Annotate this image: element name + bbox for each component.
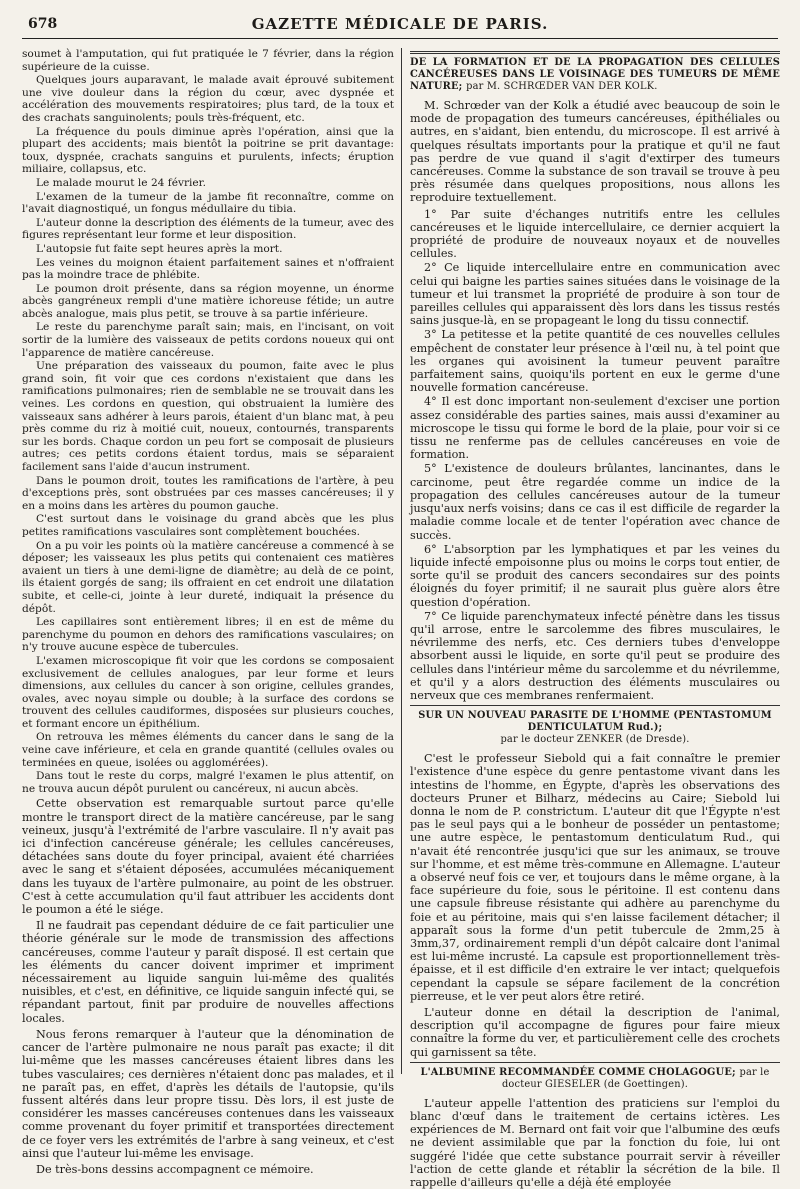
section-heading: SUR UN NOUVEAU PARASITE DE L'HOMME (PENTASTOMUM DENTICULATUM Rud.); bbox=[418, 710, 772, 734]
paragraph: L'auteur appelle l'attention des praticiens sur l'emploi du blanc d'œuf dans le traitement de certains ictères. Les expériences de M. Bernard ont fait voir que l'albumine des œufs ne devient assimilable que par la fonction du foie, lui ont suggéré l'idée que cette substance pourrait servir à réveiller l'action de cette glande et rétablir la sécrétion de la bile. Il rappelle d'ailleurs qu'elle a déjà été employée bbox=[410, 1096, 780, 1189]
paragraph: Les capillaires sont entièrement libres; il en est de même du parenchyme du poumon en dehors des ramifications vasculaires; on n'y trouve aucune espèce de tubercules. bbox=[22, 616, 394, 654]
paragraph: C'est surtout dans le voisinage du grand abcès que les plus petites ramifications vasculaires sont complètement bouchées. bbox=[22, 513, 394, 538]
paragraph: On retrouva les mêmes éléments du cancer dans le sang de la veine cave inférieure, et cela en grande quantité (cellules ovales ou terminées en queue, isolées ou agglomérées). bbox=[22, 731, 394, 769]
paragraph: L'examen de la tumeur de la jambe fit reconnaître, comme on l'avait diagnostiqué, un fongus médullaire du tibia. bbox=[22, 190, 394, 216]
column-divider bbox=[401, 48, 402, 1074]
paragraph: L'auteur donne la description des éléments de la tumeur, avec des figures représentant leur forme et leur disposition. bbox=[22, 216, 394, 242]
section-body bbox=[410, 752, 780, 1059]
section-rule bbox=[410, 51, 780, 54]
page-header bbox=[22, 14, 778, 39]
page-number: 678 bbox=[28, 16, 58, 32]
commentary-paragraph: Il ne faudrait pas cependant déduire de ce fait particulier une théorie générale sur le mode de transmission des affections cancéreuses, comme l'auteur y paraît disposé. Il est certain que les éléments du cancer doivent imprimer et impriment nécessairement au liquide sanguin lui-même des qualités nuisibles, et c'est, en définitive, ce liquide sanguin infecté qui, se répandant partout, finit par produire de nouvelles affections locales. bbox=[22, 919, 394, 1025]
section-author: par le docteur ZENKER (de Dresde). bbox=[500, 734, 690, 746]
paragraph: soumet à l'amputation, qui fut pratiquée le 7 février, dans la région supérieure de la cuisse. bbox=[22, 48, 394, 73]
section-heading: DE LA FORMATION ET DE LA PROPAGATION DES CELLULES CANCÉREUSES DANS LE VOISINAGE DES TUMEURS DE MÊME NATURE; bbox=[410, 57, 780, 92]
paragraph: Dans tout le reste du corps, malgré l'examen le plus attentif, on ne trouva aucun dépôt purulent ou cancéreux, ni aucun abcès. bbox=[22, 770, 394, 795]
commentary-paragraph: Nous ferons remarquer à l'auteur que la dénomination de cancer de l'artère pulmonaire ne nous paraît pas exacte; il dit lui-même que les masses cancéreuses étaient libres dans les tubes vasculaires; ces dernières n'étaient donc pas malades, et il ne paraît pas, en effet, d'après les détails de l'autopsie, qu'ils fussent altérés dans leur propre tissu. Dès lors, il est juste de considérer les masses cancéreuses contenues dans les vaisseaux comme provenant du foyer primitif et transportées directement de ce foyer vers les extrémités de l'arbre à sang veineux, et c'est ainsi que l'auteur lui-même les envisage. bbox=[22, 1027, 394, 1160]
section-body bbox=[410, 99, 780, 702]
paragraph: Le poumon droit présente, dans sa région moyenne, un énorme abcès gangréneux rempli d'une matière ichoreuse fétide; un autre abcès analogue, mais plus petit, se trouve à sa partie inférieure. bbox=[22, 282, 394, 320]
paragraph: C'est le professeur Siebold qui a fait connaître le premier l'existence d'une espèce du genre pentastome vivant dans les intestins de l'homme, en Égypte, d'après les observations des docteurs Pruner et Bilharz, médecins au Caire; Siebold lui donna le nom de P. constrictum. L'auteur dit que l'Égypte n'est pas le seul pays qui a le bonheur de posséder un pentastome; une autre espèce, le pentastomum denticulatum Rud., qui n'avait été rencontrée jusqu'ici que sur les animaux, se trouve sur l'homme, et est même très-commune en Allemagne. L'auteur a observé neuf fois ce ver, et toujours dans le même organe, à la face supérieure du foie, sous le péritoine. Il est contenu dans une capsule fibreuse résistante qui adhère au parenchyme du foie et au péritoine, mais qui s'en laisse facilement détacher; il apparaît sous la forme d'un petit tubercule de 2mm,25 à 3mm,37, ordinairement rempli d'un dépôt calcaire dont l'animal est lui-même incrusté. La capsule est proportionnellement très-épaisse, et il est difficile d'en extraire le ver intact; quelquefois cependant la capsule se sépare facilement de la concrétion pierreuse, et le ver peut alors être retiré. bbox=[410, 752, 780, 1003]
section-author: par le docteur GIESELER (de Goettingen). bbox=[501, 1066, 770, 1090]
section-rule bbox=[410, 705, 780, 706]
paragraph: 1° Par suite d'échanges nutritifs entre les cellules cancéreuses et le liquide intercellulaire, ce dernier acquiert la propriété de produire de nouveaux noyaux et de nouvelles cellules. bbox=[410, 207, 780, 261]
left-column bbox=[22, 48, 394, 1176]
paragraph: L'auteur donne en détail la description de l'animal, description qu'il accompagne de figures pour faire mieux connaître la forme du ver, et particulièrement celle des crochets qui garnissent sa tête. bbox=[410, 1006, 780, 1059]
paragraph: Les veines du moignon étaient parfaitement saines et n'offraient pas la moindre trace de phlébite. bbox=[22, 256, 394, 282]
paragraph: On a pu voir les points où la matière cancéreuse a commencé à se déposer; les vaisseaux les plus petits qui contenaient ces matières avaient un tiers à une demi-ligne de diamètre; au delà de ce point, ils étaient gorgés de sang; ils offraient en cet endroit une dilatation subite, et celle-ci, jointe à leur dureté, indiquait la présence du dépôt. bbox=[22, 539, 394, 615]
commentary-paragraph: De très-bons dessins accompagnent ce mémoire. bbox=[36, 1162, 314, 1176]
commentary-paragraph: Cette observation est remarquable surtout parce qu'elle montre le transport direct de la matière cancéreuse, par le sang veineux, jusqu'à l'extrémité de l'arbre vasculaire. Il n'y avait pas ici d'infection cancéreuse générale; les cellules cancéreuses, détachées sans doute du foyer principal, avaient été charriées avec le sang et s'étaient déposées, accumulées mécaniquement dans les tuyaux de l'artère pulmonaire, au point de les obstruer. C'est à cette accumulation qu'il faut attribuer les accidents dont le poumon a été le siége. bbox=[22, 797, 394, 917]
paragraph: Une préparation des vaisseaux du poumon, faite avec le plus grand soin, fit voir que ces cordons n'existaient que dans les ramifications pulmonaires; rien de semblable ne se trouvait dans les veines. Les cordons en question, qui obstruaient la lumière des vaisseaux sans adhérer à leurs parois, étaient d'un blanc mat, à peu près comme du riz à moitié cuit, noueux, contournés, transparents sur les bords. Chaque cordon un peu fort se composait de plusieurs autres; ces petits cordons étaient tordus, mais se séparaient facilement sans l'aide d'aucun instrument. bbox=[22, 360, 394, 473]
paragraph: Quelques jours auparavant, le malade avait éprouvé subitement une vive douleur dans la région du cœur, avec dyspnée et accélération des mouvements respiratoires; plus tard, de la toux et des crachats sanguinolents; pouls très-fréquent, etc. bbox=[22, 74, 394, 124]
paragraph: L'autopsie fut faite sept heures après la mort. bbox=[36, 242, 283, 255]
paragraph: 5° L'existence de douleurs brûlantes, lancinantes, dans le carcinome, peut être regardée comme un indice de la propagation des cellules cancéreuses autour de la tumeur jusqu'aux nerfs voisins; dans ce cas il est difficile de regarder la maladie comme locale et de tenter l'opération avec chance de succès. bbox=[410, 462, 780, 542]
paragraph: 3° La petitesse et la petite quantité de ces nouvelles cellules empêchent de constater leur présence à l'œil nu, à tel point que les organes qui avoisinent la tumeur peuvent paraître parfaitement sains, quoiqu'ils portent en eux le germe d'une nouvelle formation cancéreuse. bbox=[410, 328, 780, 395]
section-heading: L'ALBUMINE RECOMMANDÉE COMME CHOLAGOGUE; bbox=[420, 1066, 736, 1078]
section-author: par M. SCHRŒDER VAN DER KOLK. bbox=[466, 81, 658, 92]
commentary-block bbox=[22, 797, 394, 1176]
right-column bbox=[410, 48, 780, 1189]
journal-title: GAZETTE MÉDICALE DE PARIS. bbox=[251, 15, 549, 33]
section-title bbox=[410, 1067, 780, 1091]
section-title bbox=[410, 710, 780, 746]
section-rule bbox=[410, 1062, 780, 1063]
paragraph: 6° L'absorption par les lymphatiques et par les veines du liquide infecté empoisonne plus ou moins le corps tout entier, de sorte qu'il se produit des cancers secondaires sur des points éloignés du foyer primitif; il ne saurait plus guère alors être question d'opération. bbox=[410, 542, 780, 609]
paragraph: 2° Ce liquide intercellulaire entre en communication avec celui qui baigne les parties saines situées dans le voisinage de la tumeur et lui transmet la propriété de produire à son tour de pareilles cellules qui apparaissent dès lors dans les tissus restés sains jusque-là, en se propageant le long du tissu connectif. bbox=[410, 261, 780, 328]
paragraph: M. Schrœder van der Kolk a étudié avec beaucoup de soin le mode de propagation des tumeurs cancéreuses, épithéliales ou autres, en s'aidant, bien entendu, du microscope. Il est arrivé à quelques résultats importants pour la pratique et qu'il ne faut pas perdre de vue quand il s'agit d'extirper des tumeurs cancéreuses. Comme la substance de son travail se trouve à peu près résumée dans quelques propositions, nous allons les reproduire textuellement. bbox=[410, 99, 780, 205]
section-title bbox=[410, 57, 780, 93]
paragraph: Dans le poumon droit, toutes les ramifications de l'artère, à peu d'exceptions près, sont obstruées par ces masses cancéreuses; il y en a moins dans les artères du poumon gauche. bbox=[22, 474, 394, 512]
section-body bbox=[410, 1097, 780, 1189]
paragraph: 7° Ce liquide parenchymateux infecté pénètre dans les tissus qu'il arrose, entre le sarcolemme des fibres musculaires, le névrilemme des nerfs, etc. Ces derniers tubes d'enveloppe absorbent aussi le liquide, en sorte qu'il peut se produire des cellules dans l'intérieur même du sarcolemme et du névrilemme, et qu'il y a alors destruction des éléments musculaires ou nerveux que ces membranes renfermaient. bbox=[410, 609, 780, 702]
paragraph: Le reste du parenchyme paraît sain; mais, en l'incisant, on voit sortir de la lumière des vaisseaux de petits cordons noueux qui ont l'apparence de matière cancéreuse. bbox=[22, 321, 394, 359]
paragraph: Le malade mourut le 24 février. bbox=[36, 176, 206, 189]
paragraph: 4° Il est donc important non-seulement d'exciser une portion assez considérable des parties saines, mais aussi d'examiner au microscope le tissu qui forme le bord de la plaie, pour voir si ce tissu ne renferme pas de cellules cancéreuses en voie de formation. bbox=[410, 395, 780, 462]
paragraph: L'examen microscopique fit voir que les cordons se composaient exclusivement de cellules analogues, par leur forme et leurs dimensions, aux cellules du cancer à son origine, cellules grandes, ovales, avec noyau simple ou double; à la surface des cordons se trouvent des cellules caudiformes, disposées sur plusieurs couches, et formant encore un épithélium. bbox=[22, 654, 394, 730]
paragraph: La fréquence du pouls diminue après l'opération, ainsi que la plupart des accidents; mais bientôt la poitrine se prit davantage: toux, dyspnée, crachats sanguins et purulents, infects; éruption miliaire, collapsus, etc. bbox=[22, 125, 394, 176]
